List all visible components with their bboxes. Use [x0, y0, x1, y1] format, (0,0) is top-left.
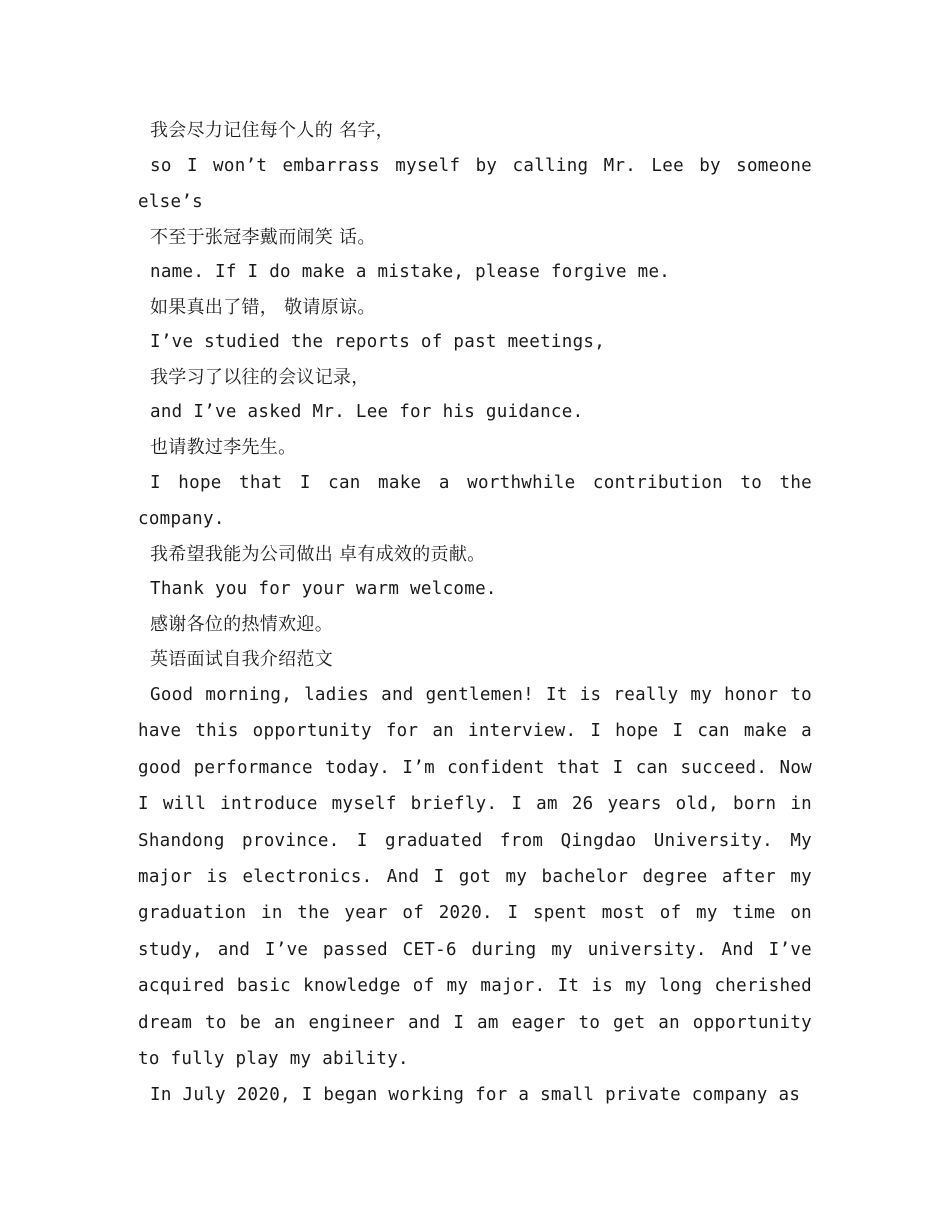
document-page [138, 113, 812, 1114]
paragraph: In July 2020, I began working for a small private company as [150, 1085, 801, 1106]
text-line: I’ve studied the reports of past meetings, [150, 332, 606, 352]
text-line: 感谢各位的热情欢迎。 [150, 614, 333, 635]
text-line: Thank you for your warm welcome. [150, 579, 497, 599]
text-line: so I won’t embarrass myself by calling Mr. Lee by someone else’s [138, 156, 812, 213]
text-line: 不至于张冠李戴而闹笑 话。 [150, 227, 376, 248]
paragraph: Good morning, ladies and gentlemen! It is really my honor to have this opportunity for an interview. I hope I can make a good performance today. I’m confident that I can succeed. Now I will introduce myself briefly. I am 26 years old, born in Shandong province. I graduated from Qingdao University. My major is electronics. And I got my bachelor degree after my graduation in the year of 2020. I spent most of my time on study, and I’ve passed CET-6 during my university. And I’ve acquired basic knowledge of my major. It is my long cherished dream to be an engineer and I am eager to get an opportunity to fully play my ability. [138, 685, 812, 1070]
text-line: 也请教过李先生。 [150, 437, 297, 458]
text-line: 我希望我能为公司做出 卓有成效的贡献。 [150, 544, 486, 565]
text-line: I hope that I can make a worthwhile contribution to the company. [138, 473, 812, 530]
text-line: name. If I do make a mistake, please forgive me. [150, 262, 671, 282]
text-line: 如果真出了错， 敬请原谅。 [150, 297, 376, 318]
text-line: and I’ve asked Mr. Lee for his guidance. [150, 402, 584, 422]
section-heading: 英语面试自我介绍范文 [150, 649, 333, 670]
text-line: 我学习了以往的会议记录， [150, 367, 370, 388]
text-line: 我会尽力记住每个人的 名字， [150, 120, 394, 141]
